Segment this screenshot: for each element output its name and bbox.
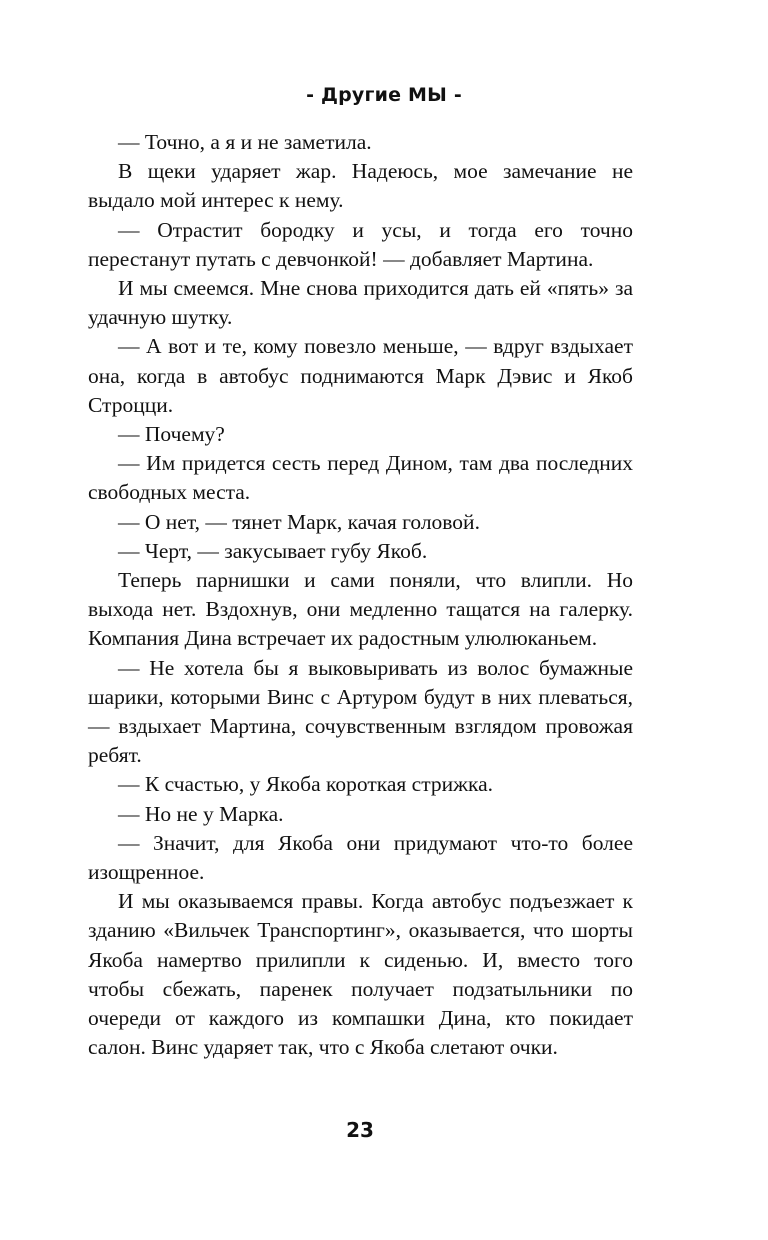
page-number: 23 [346, 1118, 374, 1142]
paragraph: — Не хотела бы я выковыривать из волос бумажные шарики, которыми Винс с Артуром будут в них плеваться, — вздыхает Мартина, сочувственным взглядом провожая ребят. [88, 655, 633, 768]
paragraph: — А вот и те, кому повезло меньше, — вдруг вздыхает она, когда в автобус поднимаются Марк Дэвис и Якоб Строцци. [88, 334, 633, 417]
paragraph: — К счастью, у Якоба короткая стрижка. [118, 772, 494, 797]
page-body-text [88, 128, 633, 1063]
paragraph: — Точно, а я и не заметила. [118, 130, 372, 154]
paragraph: И мы оказываемся правы. Когда автобус подъезжает к зданию «Вильчек Транспортинг», оказывается, что шорты Якоба намертво прилипли к сиденью. И, вместо того чтобы сбежать, паренек получает подзатыльники по очереди от каждого из компашки Дина, кто покидает салон. Винс ударяет так, что с Якоба слетают очки. [88, 889, 633, 1060]
paragraph: — Отрастит бородку и усы, и тогда его точно перестанут путать с девчонкой! — добавляет Мартина. [88, 217, 633, 271]
paragraph: Теперь парнишки и сами поняли, что влипли. Но выхода нет. Вздохнув, они медленно тащатся на галерку. Компания Дина встречает их радостным улюлюканьем. [88, 568, 633, 651]
paragraph: И мы смеемся. Мне снова приходится дать ей «пять» за удачную шутку. [88, 276, 633, 330]
paragraph: — Черт, — закусывает губу Якоб. [118, 538, 428, 563]
paragraph: — Почему? [118, 422, 225, 447]
running-header: - Другие МЫ - [306, 84, 462, 106]
paragraph: — Но не у Марка. [118, 801, 284, 826]
paragraph: — О нет, — тянет Марк, качая головой. [118, 509, 480, 534]
paragraph: — Им придется сесть перед Дином, там два последних свободных места. [88, 451, 633, 505]
paragraph: — Значит, для Якоба они придумают что-то более изощренное. [88, 830, 633, 885]
paragraph: В щеки ударяет жар. Надеюсь, мое замечание не выдало мой интерес к нему. [88, 159, 633, 213]
